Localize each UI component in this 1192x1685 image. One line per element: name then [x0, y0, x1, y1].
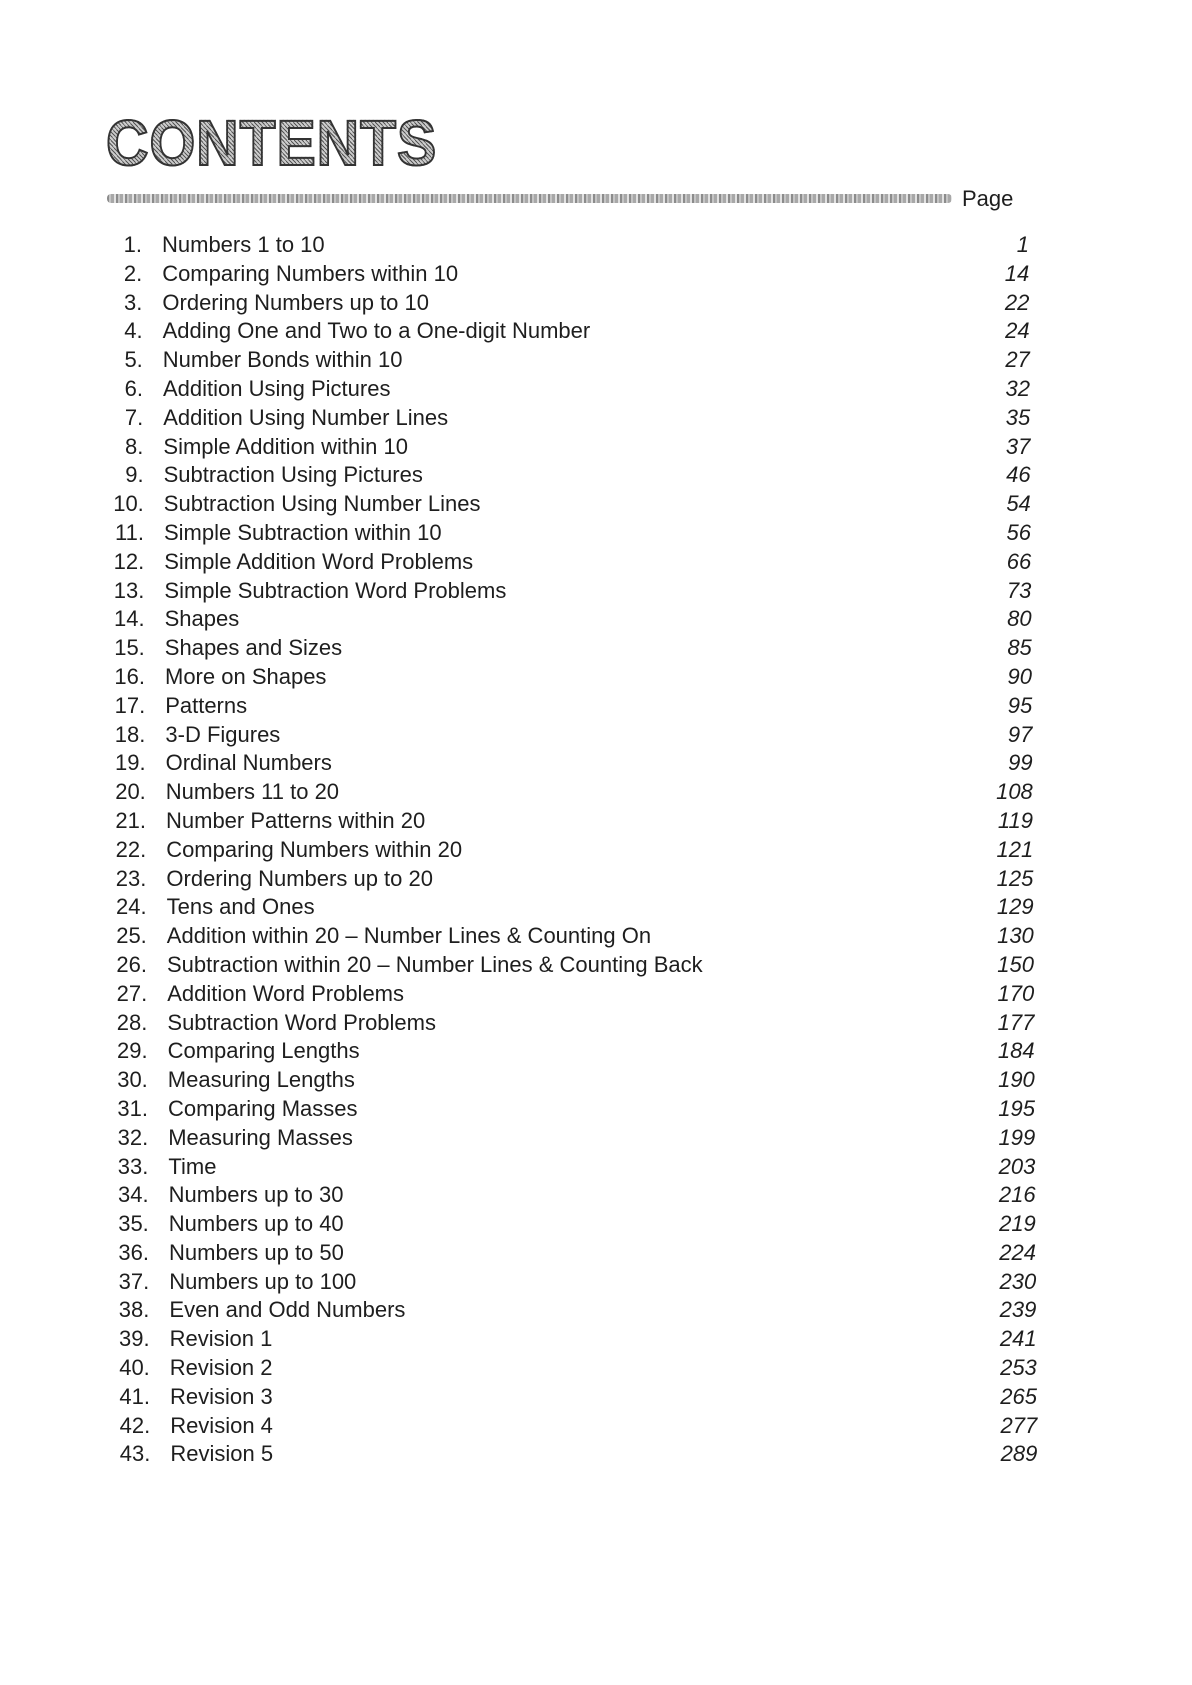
entry-page: 170 — [997, 980, 1035, 1006]
toc-entry — [5, 1009, 1192, 1038]
entry-page: 125 — [996, 865, 1034, 891]
entry-number: 35. — [118, 1211, 149, 1237]
entry-number: 39. — [119, 1326, 150, 1352]
toc-entry — [8, 1383, 1192, 1412]
entry-title: Number Patterns within 20 — [166, 807, 426, 833]
entry-number: 41. — [119, 1383, 150, 1409]
entry-title: Revision 4 — [170, 1412, 273, 1438]
toc-entry — [6, 1066, 1192, 1095]
entry-page: 22 — [1004, 289, 1030, 315]
toc-entry — [6, 1124, 1192, 1153]
entry-page: 119 — [997, 807, 1033, 833]
entry-title: Tens and Ones — [166, 894, 315, 920]
entry-title: Subtraction within 20 – Number Lines & Counting Back — [167, 951, 703, 977]
entry-title: Even and Odd Numbers — [169, 1297, 406, 1323]
entry-page: 150 — [997, 951, 1034, 977]
entry-number: 4. — [124, 318, 143, 344]
entry-number: 15. — [114, 635, 145, 661]
toc-entry — [8, 1412, 1192, 1441]
entry-title: Addition Using Pictures — [163, 375, 391, 401]
entry-number: 20. — [115, 779, 146, 805]
entry-page: 241 — [999, 1326, 1037, 1352]
entry-number: 18. — [114, 721, 146, 747]
entry-page: 203 — [998, 1153, 1036, 1179]
toc-entry — [5, 922, 1192, 951]
entry-number: 21. — [115, 807, 146, 833]
entry-title: Simple Addition Word Problems — [164, 548, 474, 574]
entry-title: Numbers up to 100 — [169, 1268, 357, 1294]
entry-title: Simple Subtraction Word Problems — [164, 577, 507, 603]
toc-entry — [3, 692, 1192, 721]
toc-entry — [6, 1095, 1192, 1124]
entry-number: 19. — [115, 750, 146, 776]
toc-entry — [2, 461, 1192, 490]
entry-title: Numbers up to 30 — [168, 1182, 344, 1208]
toc-entry — [4, 865, 1192, 894]
entry-number: 36. — [118, 1239, 149, 1265]
entry-number: 26. — [116, 951, 147, 977]
entry-number: 43. — [119, 1441, 151, 1467]
entry-number: 22. — [115, 836, 147, 862]
entry-page: 216 — [998, 1182, 1036, 1208]
toc-entry — [4, 778, 1192, 807]
entry-number: 34. — [118, 1182, 149, 1208]
entry-page: 46 — [1006, 462, 1031, 488]
entry-number: 31. — [117, 1095, 148, 1121]
toc-entry — [2, 519, 1192, 548]
entry-number: 9. — [125, 462, 144, 488]
entry-number: 32. — [117, 1124, 149, 1150]
entry-page: 289 — [1000, 1441, 1038, 1467]
toc-entry — [7, 1268, 1192, 1297]
entry-page: 95 — [1007, 692, 1033, 718]
entry-title: Simple Addition within 10 — [163, 433, 408, 459]
toc-entry — [3, 605, 1192, 634]
entry-number: 24. — [116, 894, 147, 920]
entry-title: Measuring Lengths — [167, 1067, 355, 1093]
entry-number: 27. — [116, 980, 148, 1006]
toc-entry — [1, 346, 1192, 375]
entry-title: Subtraction Using Pictures — [163, 462, 423, 488]
toc-entry — [4, 749, 1192, 778]
entry-number: 5. — [124, 347, 143, 373]
entry-title: Ordering Numbers up to 20 — [166, 865, 433, 891]
toc-entry — [8, 1354, 1192, 1383]
toc-entry — [6, 1153, 1192, 1182]
entry-title: Comparing Numbers within 20 — [166, 836, 463, 862]
entry-number: 23. — [115, 865, 147, 891]
entry-page: 230 — [999, 1268, 1037, 1294]
entry-page: 1 — [1016, 232, 1029, 257]
entry-page: 37 — [1005, 433, 1031, 459]
entry-number: 17. — [114, 692, 146, 718]
entry-page: 190 — [998, 1067, 1035, 1093]
toc-entry — [6, 1037, 1192, 1066]
entry-title: Shapes — [164, 606, 240, 632]
entry-title: 3-D Figures — [165, 721, 281, 747]
entry-number: 25. — [116, 923, 147, 949]
toc-entry — [7, 1296, 1192, 1325]
toc-entry — [2, 548, 1192, 577]
entry-page: 108 — [996, 779, 1033, 805]
entry-number: 33. — [117, 1153, 149, 1179]
entry-title: Adding One and Two to a One-digit Number — [162, 318, 591, 344]
entry-number: 16. — [114, 663, 145, 689]
entry-page: 66 — [1006, 548, 1032, 574]
entry-page: 130 — [997, 923, 1034, 949]
entry-number: 10. — [113, 491, 144, 517]
toc-entry — [8, 1440, 1192, 1469]
entry-title: Subtraction Word Problems — [167, 1009, 436, 1035]
entry-number: 13. — [113, 577, 145, 603]
toc-entry — [1, 433, 1192, 462]
entry-title: Shapes and Sizes — [164, 635, 343, 661]
toc-entry — [5, 893, 1192, 922]
entry-page: 73 — [1006, 577, 1032, 603]
page-column-header: Page — [962, 186, 1014, 211]
toc-entry — [1, 375, 1192, 404]
entry-number: 3. — [124, 289, 143, 315]
entry-page: 99 — [1008, 750, 1033, 776]
entry-title: Revision 1 — [169, 1326, 273, 1352]
toc-entry — [5, 980, 1192, 1009]
entry-title: Addition Using Number Lines — [163, 404, 449, 430]
entry-page: 54 — [1006, 491, 1031, 517]
entry-title: Addition within 20 – Number Lines & Counting On — [166, 923, 652, 949]
entry-page: 239 — [999, 1297, 1037, 1323]
entry-page: 177 — [997, 1009, 1035, 1035]
entry-page: 90 — [1007, 663, 1032, 689]
entry-number: 30. — [117, 1067, 148, 1093]
entry-title: Patterns — [165, 692, 248, 718]
entry-title: Revision 2 — [169, 1355, 273, 1381]
entry-number: 11. — [115, 519, 144, 545]
toc-entry — [1, 317, 1192, 346]
entry-title: Subtraction Using Number Lines — [163, 491, 481, 517]
toc-entry — [4, 807, 1192, 836]
entry-title: Numbers 11 to 20 — [165, 779, 340, 805]
entry-title: Simple Subtraction within 10 — [164, 519, 442, 545]
entry-title: Comparing Masses — [168, 1095, 358, 1121]
entry-number: 2. — [123, 260, 143, 286]
entry-number: 40. — [119, 1355, 150, 1381]
entry-title: Addition Word Problems — [167, 980, 404, 1006]
entry-number: 37. — [118, 1268, 150, 1294]
decorative-divider — [107, 194, 952, 203]
toc-entry — [3, 721, 1192, 750]
entry-number: 14. — [114, 606, 145, 632]
entry-title: Revision 5 — [170, 1441, 274, 1467]
entry-page: 32 — [1005, 375, 1030, 401]
entry-page: 80 — [1007, 606, 1032, 632]
entry-page: 85 — [1007, 635, 1032, 661]
toc-entry — [0, 260, 1192, 289]
entry-page: 129 — [996, 894, 1034, 920]
entry-title: Revision 3 — [170, 1383, 273, 1409]
entry-title: Ordinal Numbers — [165, 750, 332, 776]
entry-number: 12. — [113, 548, 145, 574]
toc-entry — [7, 1239, 1192, 1268]
entry-title: Time — [168, 1153, 217, 1179]
entry-number: 28. — [116, 1009, 148, 1035]
entry-title: Measuring Masses — [168, 1124, 353, 1150]
entry-page: 184 — [997, 1038, 1035, 1064]
page-title: CONTENTS — [106, 107, 438, 179]
entry-page: 24 — [1005, 318, 1030, 344]
entry-page: 265 — [1000, 1383, 1037, 1409]
entry-title: Numbers up to 40 — [168, 1211, 344, 1237]
entry-page: 14 — [1004, 260, 1030, 286]
toc-entry — [2, 577, 1192, 606]
entry-title: Ordering Numbers up to 10 — [162, 289, 429, 315]
toc-entry — [5, 951, 1192, 980]
entry-number: 42. — [119, 1412, 151, 1438]
entry-page: 219 — [999, 1211, 1036, 1237]
entry-page: 121 — [996, 836, 1034, 862]
entry-page: 277 — [1000, 1412, 1038, 1438]
toc-entry — [3, 663, 1192, 692]
entry-page: 199 — [998, 1124, 1036, 1150]
entry-title: Numbers 1 to 10 — [162, 232, 325, 257]
toc-entry — [7, 1210, 1192, 1239]
entry-title: Number Bonds within 10 — [162, 347, 403, 373]
contents-list — [0, 231, 1192, 1469]
toc-entry — [3, 634, 1192, 663]
entry-page: 253 — [1000, 1355, 1037, 1381]
entry-page: 224 — [999, 1239, 1036, 1265]
entry-title: More on Shapes — [165, 663, 327, 689]
entry-page: 195 — [998, 1095, 1035, 1121]
entry-title: Comparing Lengths — [167, 1038, 360, 1064]
toc-entry — [2, 490, 1192, 519]
entry-page: 56 — [1006, 519, 1031, 545]
toc-entry — [4, 836, 1192, 865]
toc-entry — [0, 289, 1192, 318]
entry-page: 27 — [1005, 347, 1030, 373]
toc-entry — [0, 231, 1192, 260]
entry-number: 8. — [125, 433, 144, 459]
entry-page: 97 — [1007, 721, 1033, 747]
entry-title: Comparing Numbers within 10 — [162, 260, 459, 286]
toc-entry — [1, 404, 1192, 433]
entry-page: 35 — [1005, 404, 1031, 430]
entry-number: 1. — [123, 232, 142, 257]
entry-title: Numbers up to 50 — [169, 1239, 344, 1265]
entry-number: 7. — [124, 404, 144, 430]
entry-number: 29. — [117, 1038, 148, 1064]
toc-entry — [8, 1325, 1192, 1354]
entry-number: 6. — [124, 375, 143, 401]
entry-number: 38. — [118, 1297, 150, 1323]
toc-entry — [7, 1181, 1192, 1210]
